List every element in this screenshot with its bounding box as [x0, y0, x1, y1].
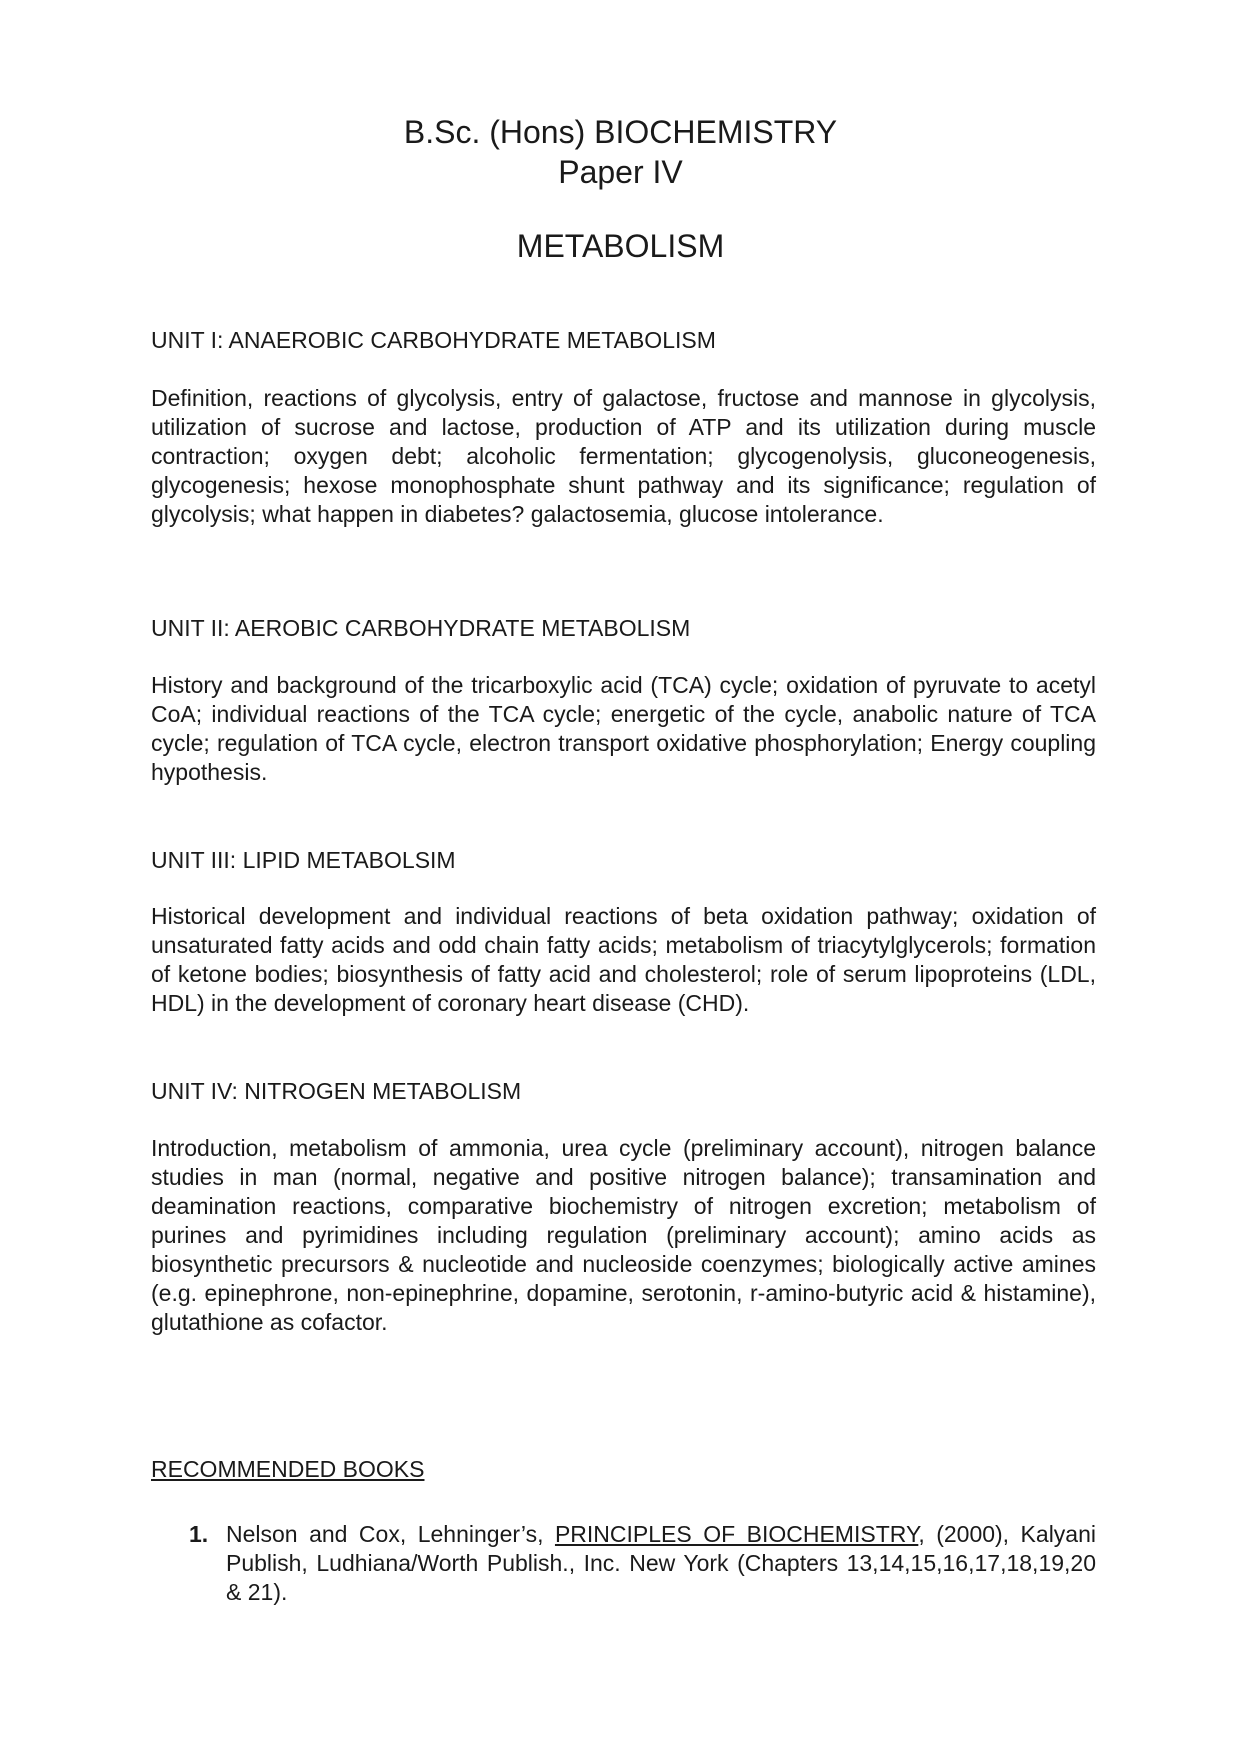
- book-title: PRINCIPLES OF BIOCHEMISTRY: [554, 1521, 919, 1547]
- unit-4-heading: UNIT IV: NITROGEN METABOLISM: [151, 1078, 522, 1104]
- book-citation: [226, 1520, 1096, 1607]
- unit-2-body: History and background of the tricarboxylic acid (TCA) cycle; oxidation of pyruvate to acetyl CoA; individual reactions of the TCA cycle; energetic of the cycle, anabolic nature of TCA cycle; regulation of TCA cycle, electron transport oxidative phosphorylation; Energy coupling hypothesis.: [151, 672, 1096, 785]
- recommended-books-heading: RECOMMENDED BOOKS: [151, 1456, 425, 1482]
- unit-1-body: Definition, reactions of glycolysis, entry of galactose, fructose and mannose in glycolysis, utilization of sucrose and lactose, production of ATP and its utilization during muscle contraction; oxygen debt; alcoholic fermentation; glycogenolysis, gluconeogenesis, glycogenesis; hexose monophosphate shunt pathway and its significance; regulation of glycolysis; what happen in diabetes? galactosemia, glucose intolerance.: [151, 385, 1096, 527]
- subject-title: METABOLISM: [516, 228, 725, 264]
- book-number: 1.: [189, 1521, 209, 1547]
- paper-number: Paper IV: [558, 154, 683, 190]
- unit-4-body: Introduction, metabolism of ammonia, urea cycle (preliminary account), nitrogen balance studies in man (normal, negative and positive nitrogen balance); transamination and deamination reactions, comparative biochemistry of nitrogen excretion; metabolism of purines and pyrimidines including regulation (preliminary account); amino acids as biosynthetic precursors & nucleotide and nucleoside coenzymes; biologically active amines (e.g. epinephrone, non-epinephrine, dopamine, serotonin, r-amino-butyric acid & histamine), glutathione as cofactor.: [151, 1135, 1096, 1335]
- course-title: B.Sc. (Hons) BIOCHEMISTRY: [403, 114, 838, 150]
- unit-2-heading: UNIT II: AEROBIC CARBOHYDRATE METABOLISM: [151, 615, 691, 641]
- unit-3-body: Historical development and individual reactions of beta oxidation pathway; oxidation of unsaturated fatty acids and odd chain fatty acids; metabolism of triacytylglycerols; formation of ketone bodies; biosynthesis of fatty acid and cholesterol; role of serum lipoproteins (LDL, HDL) in the development of coronary heart disease (CHD).: [151, 903, 1096, 1016]
- book-publication-details: , (2000), Kalyani Publish, Ludhiana/Worth Publish., Inc. New York (Chapters 13,14,15,16,17,18,19,20 & 21).: [226, 1521, 1096, 1605]
- unit-1-heading: UNIT I: ANAEROBIC CARBOHYDRATE METABOLISM: [151, 327, 716, 353]
- unit-3-heading: UNIT III: LIPID METABOLSIM: [151, 847, 456, 873]
- book-authors: Nelson and Cox, Lehninger’s,: [226, 1521, 555, 1547]
